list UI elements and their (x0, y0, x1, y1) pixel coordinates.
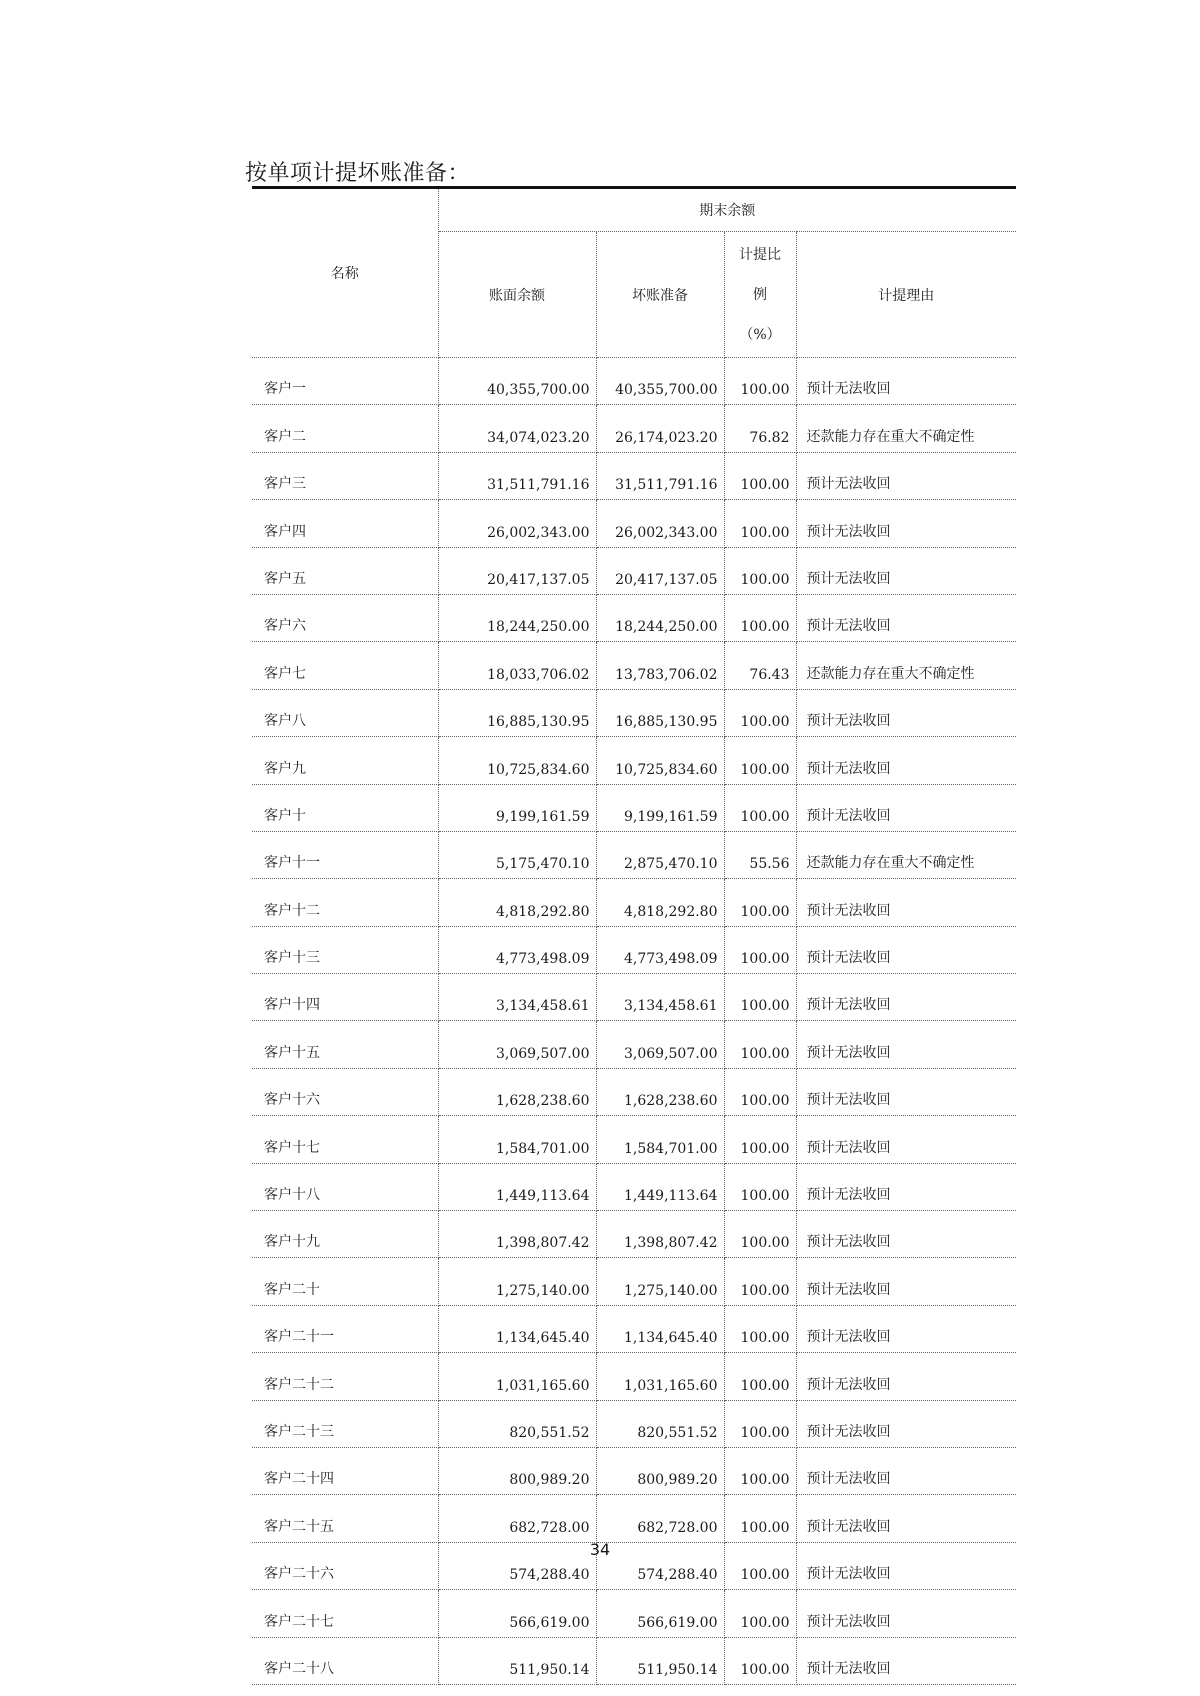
customer-name-cell: 客户四 (252, 500, 438, 547)
book-balance-cell: 574,288.40 (438, 1542, 596, 1589)
table-row (252, 594, 1016, 641)
table-row (252, 500, 1016, 547)
customer-name-cell: 客户十四 (252, 974, 438, 1021)
provision-ratio-cell: 100.00 (724, 1447, 796, 1494)
book-balance-cell: 511,950.14 (438, 1637, 596, 1684)
book-balance-cell: 10,725,834.60 (438, 737, 596, 784)
header-book-balance: 账面余额 (438, 232, 596, 358)
provision-ratio-cell: 76.43 (724, 642, 796, 689)
bad-debt-cell: 4,773,498.09 (596, 926, 724, 973)
provision-ratio-cell: 100.00 (724, 1353, 796, 1400)
provision-ratio-cell: 100.00 (724, 1258, 796, 1305)
bad-debt-cell: 1,628,238.60 (596, 1068, 724, 1115)
provision-ratio-cell: 100.00 (724, 1021, 796, 1068)
customer-name-cell: 客户一 (252, 358, 438, 405)
book-balance-cell: 1,449,113.64 (438, 1163, 596, 1210)
customer-name-cell: 客户八 (252, 689, 438, 736)
table-row (252, 1068, 1016, 1115)
customer-name-cell: 客户六 (252, 594, 438, 641)
table-row (252, 358, 1016, 405)
book-balance-cell: 1,398,807.42 (438, 1211, 596, 1258)
customer-name-cell: 客户十六 (252, 1068, 438, 1115)
book-balance-cell: 4,773,498.09 (438, 926, 596, 973)
provision-ratio-cell: 100.00 (724, 1305, 796, 1352)
table-row (252, 1021, 1016, 1068)
table-row (252, 1258, 1016, 1305)
bad-debt-cell: 1,275,140.00 (596, 1258, 724, 1305)
table-row (252, 1211, 1016, 1258)
provision-ratio-cell: 100.00 (724, 1637, 796, 1684)
provision-ratio-cell: 100.00 (724, 1211, 796, 1258)
bad-debt-cell: 16,885,130.95 (596, 689, 724, 736)
bad-debt-cell: 820,551.52 (596, 1400, 724, 1447)
book-balance-cell: 34,074,023.20 (438, 405, 596, 452)
header-ratio-line2: 例 (753, 286, 767, 303)
book-balance-cell: 18,244,250.00 (438, 594, 596, 641)
provision-ratio-cell: 100.00 (724, 500, 796, 547)
book-balance-cell: 1,134,645.40 (438, 1305, 596, 1352)
bad-debt-cell: 2,875,470.10 (596, 831, 724, 878)
provision-ratio-cell: 100.00 (724, 1116, 796, 1163)
bad-debt-cell: 3,134,458.61 (596, 974, 724, 1021)
provision-ratio-cell: 100.00 (724, 594, 796, 641)
bad-debt-cell: 574,288.40 (596, 1542, 724, 1589)
table-row (252, 1447, 1016, 1494)
provision-ratio-cell: 100.00 (724, 784, 796, 831)
customer-name-cell: 客户三 (252, 452, 438, 499)
provision-ratio-cell: 100.00 (724, 547, 796, 594)
book-balance-cell: 800,989.20 (438, 1447, 596, 1494)
bad-debt-cell: 26,174,023.20 (596, 405, 724, 452)
bad-debt-cell: 20,417,137.05 (596, 547, 724, 594)
book-balance-cell: 820,551.52 (438, 1400, 596, 1447)
provision-reason-cell: 预计无法收回 (796, 784, 1016, 831)
book-balance-cell: 9,199,161.59 (438, 784, 596, 831)
customer-name-cell: 客户七 (252, 642, 438, 689)
bad-debt-cell: 566,619.00 (596, 1590, 724, 1637)
table-row (252, 1353, 1016, 1400)
provision-reason-cell: 预计无法收回 (796, 1400, 1016, 1447)
table-row (252, 452, 1016, 499)
customer-name-cell: 客户二十七 (252, 1590, 438, 1637)
book-balance-cell: 1,031,165.60 (438, 1353, 596, 1400)
provision-reason-cell: 预计无法收回 (796, 547, 1016, 594)
table-row (252, 1163, 1016, 1210)
page-number: 34 (589, 1540, 611, 1559)
header-ratio-line1: 计提比 (739, 246, 781, 263)
table-row (252, 1400, 1016, 1447)
provision-reason-cell: 预计无法收回 (796, 1305, 1016, 1352)
bad-debt-cell: 10,725,834.60 (596, 737, 724, 784)
header-name: 名称 (252, 188, 438, 358)
provision-reason-cell: 预计无法收回 (796, 1495, 1016, 1542)
customer-name-cell: 客户二十三 (252, 1400, 438, 1447)
table-row (252, 831, 1016, 878)
table-row (252, 405, 1016, 452)
provision-ratio-cell: 76.82 (724, 405, 796, 452)
customer-name-cell: 客户九 (252, 737, 438, 784)
bad-debt-table-container (252, 186, 1016, 1685)
customer-name-cell: 客户二十八 (252, 1637, 438, 1684)
customer-name-cell: 客户十一 (252, 831, 438, 878)
provision-reason-cell: 还款能力存在重大不确定性 (796, 405, 1016, 452)
table-row (252, 1590, 1016, 1637)
bad-debt-cell: 9,199,161.59 (596, 784, 724, 831)
customer-name-cell: 客户二十二 (252, 1353, 438, 1400)
bad-debt-table (252, 186, 1016, 1685)
book-balance-cell: 3,134,458.61 (438, 974, 596, 1021)
page-heading: 按单项计提坏账准备： (245, 161, 471, 186)
bad-debt-cell: 18,244,250.00 (596, 594, 724, 641)
provision-reason-cell: 预计无法收回 (796, 926, 1016, 973)
provision-reason-cell: 预计无法收回 (796, 1163, 1016, 1210)
provision-ratio-cell: 100.00 (724, 1590, 796, 1637)
provision-ratio-cell: 100.00 (724, 689, 796, 736)
book-balance-cell: 18,033,706.02 (438, 642, 596, 689)
provision-ratio-cell: 100.00 (724, 1400, 796, 1447)
provision-reason-cell: 预计无法收回 (796, 879, 1016, 926)
table-row (252, 689, 1016, 736)
table-header (252, 188, 1016, 358)
table-row (252, 642, 1016, 689)
provision-ratio-cell: 100.00 (724, 737, 796, 784)
table-row (252, 737, 1016, 784)
customer-name-cell: 客户二十 (252, 1258, 438, 1305)
provision-reason-cell: 预计无法收回 (796, 358, 1016, 405)
provision-reason-cell: 预计无法收回 (796, 1068, 1016, 1115)
provision-reason-cell: 预计无法收回 (796, 452, 1016, 499)
customer-name-cell: 客户十九 (252, 1211, 438, 1258)
customer-name-cell: 客户二十四 (252, 1447, 438, 1494)
book-balance-cell: 31,511,791.16 (438, 452, 596, 499)
bad-debt-cell: 26,002,343.00 (596, 500, 724, 547)
table-row (252, 784, 1016, 831)
bad-debt-cell: 13,783,706.02 (596, 642, 724, 689)
bad-debt-cell: 1,449,113.64 (596, 1163, 724, 1210)
provision-reason-cell: 预计无法收回 (796, 500, 1016, 547)
book-balance-cell: 40,355,700.00 (438, 358, 596, 405)
book-balance-cell: 682,728.00 (438, 1495, 596, 1542)
bad-debt-cell: 1,398,807.42 (596, 1211, 724, 1258)
header-period-end-balance: 期末余额 (438, 188, 1016, 232)
provision-reason-cell: 预计无法收回 (796, 1542, 1016, 1589)
provision-reason-cell: 预计无法收回 (796, 689, 1016, 736)
provision-ratio-cell: 100.00 (724, 974, 796, 1021)
provision-reason-cell: 还款能力存在重大不确定性 (796, 642, 1016, 689)
bad-debt-cell: 40,355,700.00 (596, 358, 724, 405)
provision-reason-cell: 预计无法收回 (796, 1021, 1016, 1068)
book-balance-cell: 16,885,130.95 (438, 689, 596, 736)
table-row (252, 974, 1016, 1021)
provision-reason-cell: 预计无法收回 (796, 1211, 1016, 1258)
bad-debt-cell: 511,950.14 (596, 1637, 724, 1684)
table-row (252, 926, 1016, 973)
provision-reason-cell: 还款能力存在重大不确定性 (796, 831, 1016, 878)
provision-reason-cell: 预计无法收回 (796, 1353, 1016, 1400)
customer-name-cell: 客户二 (252, 405, 438, 452)
book-balance-cell: 566,619.00 (438, 1590, 596, 1637)
bad-debt-cell: 4,818,292.80 (596, 879, 724, 926)
provision-reason-cell: 预计无法收回 (796, 1590, 1016, 1637)
provision-ratio-cell: 55.56 (724, 831, 796, 878)
customer-name-cell: 客户二十一 (252, 1305, 438, 1352)
provision-reason-cell: 预计无法收回 (796, 737, 1016, 784)
customer-name-cell: 客户五 (252, 547, 438, 594)
provision-reason-cell: 预计无法收回 (796, 1447, 1016, 1494)
provision-reason-cell: 预计无法收回 (796, 974, 1016, 1021)
customer-name-cell: 客户二十六 (252, 1542, 438, 1589)
provision-ratio-cell: 100.00 (724, 879, 796, 926)
provision-reason-cell: 预计无法收回 (796, 594, 1016, 641)
header-provision-ratio (724, 232, 796, 358)
table-body (252, 358, 1016, 1685)
provision-ratio-cell: 100.00 (724, 1163, 796, 1210)
book-balance-cell: 1,628,238.60 (438, 1068, 596, 1115)
book-balance-cell: 26,002,343.00 (438, 500, 596, 547)
table-row (252, 1637, 1016, 1684)
customer-name-cell: 客户十七 (252, 1116, 438, 1163)
provision-reason-cell: 预计无法收回 (796, 1258, 1016, 1305)
provision-ratio-cell: 100.00 (724, 1068, 796, 1115)
bad-debt-cell: 1,584,701.00 (596, 1116, 724, 1163)
customer-name-cell: 客户十八 (252, 1163, 438, 1210)
customer-name-cell: 客户十二 (252, 879, 438, 926)
bad-debt-cell: 1,031,165.60 (596, 1353, 724, 1400)
table-row (252, 1495, 1016, 1542)
table-row (252, 879, 1016, 926)
book-balance-cell: 20,417,137.05 (438, 547, 596, 594)
provision-ratio-cell: 100.00 (724, 1542, 796, 1589)
bad-debt-cell: 1,134,645.40 (596, 1305, 724, 1352)
book-balance-cell: 1,275,140.00 (438, 1258, 596, 1305)
provision-ratio-cell: 100.00 (724, 452, 796, 499)
table-row (252, 547, 1016, 594)
customer-name-cell: 客户二十五 (252, 1495, 438, 1542)
table-row (252, 1305, 1016, 1352)
bad-debt-cell: 3,069,507.00 (596, 1021, 724, 1068)
header-provision-reason: 计提理由 (796, 232, 1016, 358)
book-balance-cell: 3,069,507.00 (438, 1021, 596, 1068)
bad-debt-cell: 682,728.00 (596, 1495, 724, 1542)
provision-ratio-cell: 100.00 (724, 358, 796, 405)
customer-name-cell: 客户十三 (252, 926, 438, 973)
header-bad-debt-provision: 坏账准备 (596, 232, 724, 358)
book-balance-cell: 4,818,292.80 (438, 879, 596, 926)
book-balance-cell: 1,584,701.00 (438, 1116, 596, 1163)
table-row (252, 1116, 1016, 1163)
provision-reason-cell: 预计无法收回 (796, 1116, 1016, 1163)
bad-debt-cell: 31,511,791.16 (596, 452, 724, 499)
header-ratio-line3: （%） (739, 326, 781, 343)
book-balance-cell: 5,175,470.10 (438, 831, 596, 878)
provision-reason-cell: 预计无法收回 (796, 1637, 1016, 1684)
bad-debt-cell: 800,989.20 (596, 1447, 724, 1494)
customer-name-cell: 客户十 (252, 784, 438, 831)
provision-ratio-cell: 100.00 (724, 1495, 796, 1542)
customer-name-cell: 客户十五 (252, 1021, 438, 1068)
provision-ratio-cell: 100.00 (724, 926, 796, 973)
